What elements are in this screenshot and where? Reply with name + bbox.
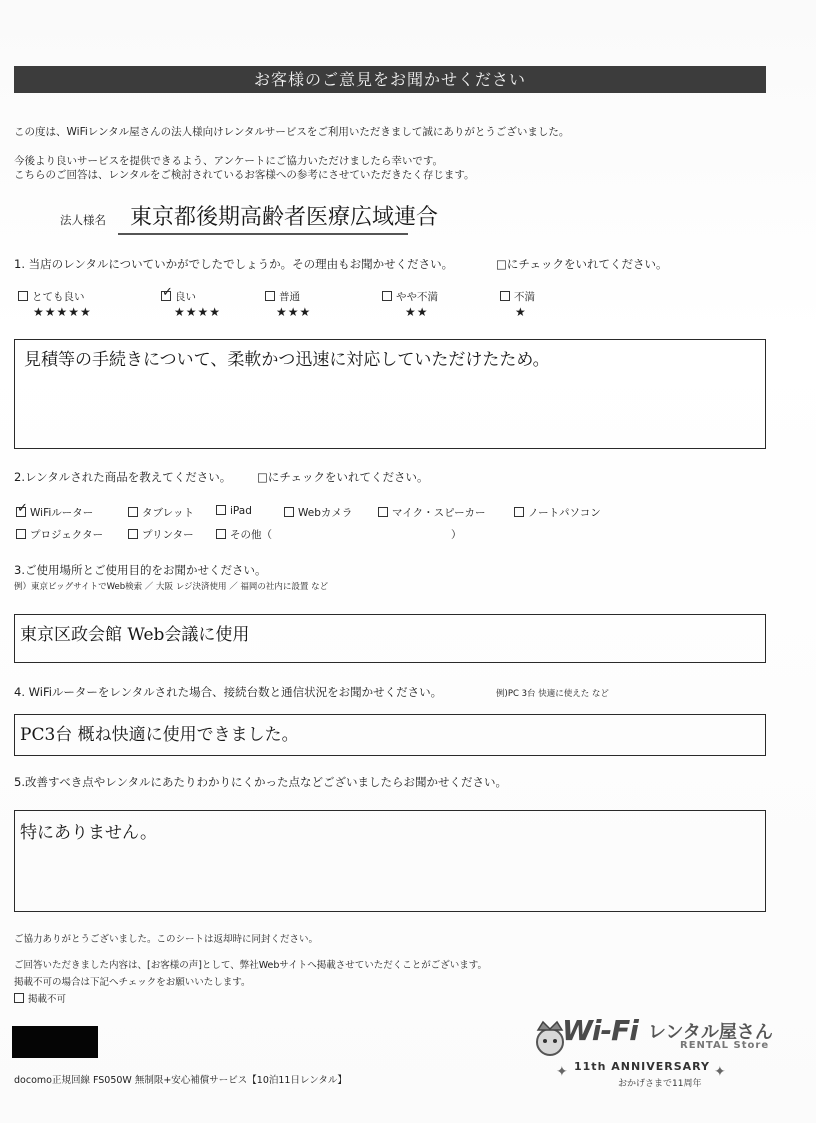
item-label: プロジェクター: [30, 529, 104, 541]
item-label: WiFiルーター: [30, 507, 94, 519]
q1-instruction: □にチェックをいれてください。: [496, 257, 668, 271]
checkbox[interactable]: [14, 993, 24, 1003]
q1-question: 1. 当店のレンタルについていかがでしたでしょうか。その理由もお聞かせください。: [14, 257, 454, 271]
item-label: プリンター: [142, 529, 194, 541]
q5-question: 5.改善すべき点やレンタルにあたりわかりにくかった点などございましたらお聞かせください。: [14, 775, 507, 789]
q5-answer-text: 特にありません。: [20, 823, 158, 843]
checkbox-checked[interactable]: ✓: [162, 285, 173, 300]
q3-answer-text: 東京区政会館 Web会議に使用: [20, 625, 250, 645]
product-info: docomo正規回線 FS050W 無制限+安心補償サービス【10泊11日レンタル】: [14, 1075, 347, 1086]
thanks-note: ご協力ありがとうございました。このシートは返却時に同封ください。: [14, 934, 319, 945]
checkbox[interactable]: [284, 507, 294, 517]
publish-note-2: 掲載不可の場合は下記へチェックをお願いいたします。: [14, 977, 251, 988]
checkbox[interactable]: [128, 507, 138, 517]
anniversary-text: 11th ANNIVERSARY: [574, 1060, 711, 1073]
checkbox[interactable]: [128, 529, 138, 539]
no-publish-label: 掲載不可: [28, 994, 67, 1005]
q2-item-webcam[interactable]: [284, 505, 352, 520]
q2-item-tablet[interactable]: [128, 505, 194, 520]
q2-item-wifi-router[interactable]: [16, 501, 94, 520]
q2-item-printer[interactable]: [128, 527, 194, 542]
sparkle-icon: ✦: [556, 1064, 568, 1080]
intro-line-3: こちらのご回答は、レンタルをご検討されているお客様への参考にさせていただきたく存じます。: [14, 169, 475, 181]
q2-item-laptop[interactable]: [514, 505, 601, 520]
intro-line-1: この度は、WiFiレンタル屋さんの法人様向けレンタルサービスをご利用いただきまして誠にありがとうございました。: [14, 126, 570, 138]
company-name[interactable]: 東京都後期高齢者医療広域連合: [130, 205, 439, 230]
q1-stars-2: ★★: [405, 305, 429, 319]
checkbox[interactable]: [378, 507, 388, 517]
brand-name: レンタル屋さん: [648, 1022, 773, 1043]
company-underline: [118, 233, 408, 235]
q1-option-somewhat-unsatisfied[interactable]: [382, 289, 438, 304]
option-label: 良い: [175, 291, 196, 303]
q3-question: 3.ご使用場所とご使用目的をお聞かせください。: [14, 563, 267, 577]
checkbox[interactable]: [514, 507, 524, 517]
checkbox[interactable]: [216, 529, 226, 539]
q1-stars-1: ★: [515, 305, 527, 319]
intro-line-2: 今後より良いサービスを提供できるよう、アンケートにご協力いただけましたら幸いです。: [14, 155, 444, 167]
q1-stars-4: ★★★★: [174, 305, 222, 319]
q2-instruction: □にチェックをいれてください。: [257, 470, 429, 484]
q2-item-projector[interactable]: [16, 527, 103, 542]
no-publish-option[interactable]: [14, 992, 66, 1007]
q3-example: 例）東京ビッグサイトでWeb検索 ／ 大阪 レジ決済使用 ／ 福岡の社内に設置 など: [14, 582, 329, 592]
option-label: とても良い: [32, 291, 85, 303]
q4-question: 4. WiFiルーターをレンタルされた場合、接続台数と通信状況をお聞かせください。: [14, 685, 443, 699]
option-label: 普通: [279, 291, 300, 303]
item-label: その他（: [230, 529, 272, 541]
q2-item-ipad[interactable]: [216, 505, 252, 517]
item-label: Webカメラ: [298, 507, 353, 519]
q2-item-mic-speaker[interactable]: [378, 505, 485, 520]
sparkle-icon: ✦: [714, 1064, 726, 1080]
q2-question: 2.レンタルされた商品を教えてください。: [14, 470, 232, 484]
q1-answer-text: 見積等の手続きについて、柔軟かつ迅速に対応していただけたため。: [24, 350, 550, 370]
anniversary-sub: おかげさまで11周年: [618, 1079, 702, 1089]
q2-item-other[interactable]: [216, 527, 272, 542]
checkbox[interactable]: [18, 291, 28, 301]
page-title: お客様のご意見をお聞かせください: [14, 66, 766, 93]
checkbox[interactable]: [16, 529, 26, 539]
redaction-block: [12, 1026, 98, 1058]
q1-stars-5: ★★★★★: [33, 305, 92, 319]
item-label: ノートパソコン: [528, 507, 601, 519]
option-label: やや不満: [396, 291, 438, 303]
q4-answer-text: PC3台 概ね快適に使用できました。: [20, 725, 299, 745]
q1-option-unsatisfied[interactable]: [500, 289, 535, 304]
q4-example: 例)PC 3台 快適に使えた など: [496, 689, 609, 699]
checkbox[interactable]: [500, 291, 510, 301]
q2-other-close: ）: [451, 529, 462, 541]
item-label: iPad: [230, 505, 252, 517]
checkbox[interactable]: [382, 291, 392, 301]
publish-note-1: ご回答いただきました内容は、[お客様の声]として、弊社Webサイトへ掲載させていただくことがございます。: [14, 960, 488, 971]
option-label: 不満: [514, 291, 535, 303]
q1-option-good[interactable]: [161, 285, 196, 304]
q1-option-normal[interactable]: [265, 289, 300, 304]
q1-stars-3: ★★★: [276, 305, 312, 319]
q1-option-very-good[interactable]: [18, 289, 85, 304]
brand-logo: [530, 1014, 773, 1094]
item-label: タブレット: [142, 507, 194, 519]
checkbox-checked[interactable]: ✓: [17, 501, 28, 516]
checkbox[interactable]: [216, 505, 226, 515]
brand-wordmark: Wi-Fi: [562, 1014, 638, 1047]
item-label: マイク・スピーカー: [392, 507, 486, 519]
company-label: 法人様名: [60, 213, 106, 227]
brand-sub: RENTAL Store: [680, 1040, 770, 1051]
checkbox[interactable]: [265, 291, 275, 301]
